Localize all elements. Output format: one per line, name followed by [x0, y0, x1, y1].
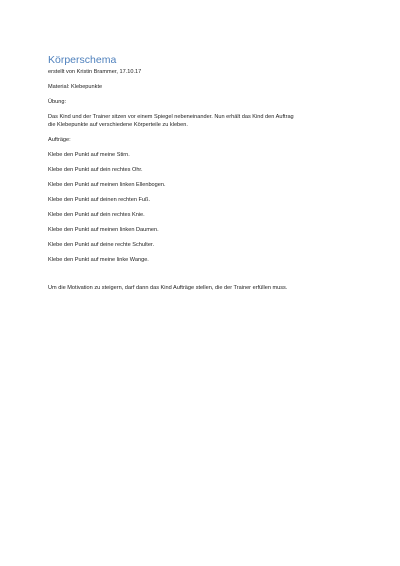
- document-page: [48, 54, 368, 292]
- task-item: Klebe den Punkt auf meine linke Wange.: [48, 257, 149, 263]
- motivation-note: Um die Motivation zu steigern, darf dann das Kind Aufträge stellen, die der Trainer erfüllen muss.: [48, 285, 288, 291]
- task-item: Klebe den Punkt auf meinen linken Daumen.: [48, 227, 159, 233]
- description-line: die Klebepunkte auf verschiedene Körperteile zu kleben.: [48, 122, 188, 128]
- tasks-heading: Aufträge:: [48, 137, 71, 143]
- task-item: Klebe den Punkt auf deinen rechten Fuß.: [48, 197, 150, 203]
- task-item: Klebe den Punkt auf dein rechtes Knie.: [48, 212, 145, 218]
- task-item: Klebe den Punkt auf meinen linken Ellenbogen.: [48, 182, 166, 188]
- task-item: Klebe den Punkt auf deine rechte Schulter.: [48, 242, 155, 248]
- description-line: Das Kind und der Trainer sitzen vor einem Spiegel nebeneinander. Nun erhält das Kind den Auftrag: [48, 114, 294, 120]
- document-title: Körperschema: [48, 54, 117, 66]
- exercise-heading: Übung:: [48, 99, 67, 105]
- task-item: Klebe den Punkt auf meine Stirn.: [48, 152, 130, 158]
- task-list: [48, 151, 368, 264]
- exercise-description: [48, 113, 368, 129]
- task-item: Klebe den Punkt auf dein rechtes Ohr.: [48, 167, 143, 173]
- material-line: Material: Klebepunkte: [48, 84, 103, 90]
- author-line: erstellt von Kristin Brammer, 17.10.17: [48, 69, 142, 75]
